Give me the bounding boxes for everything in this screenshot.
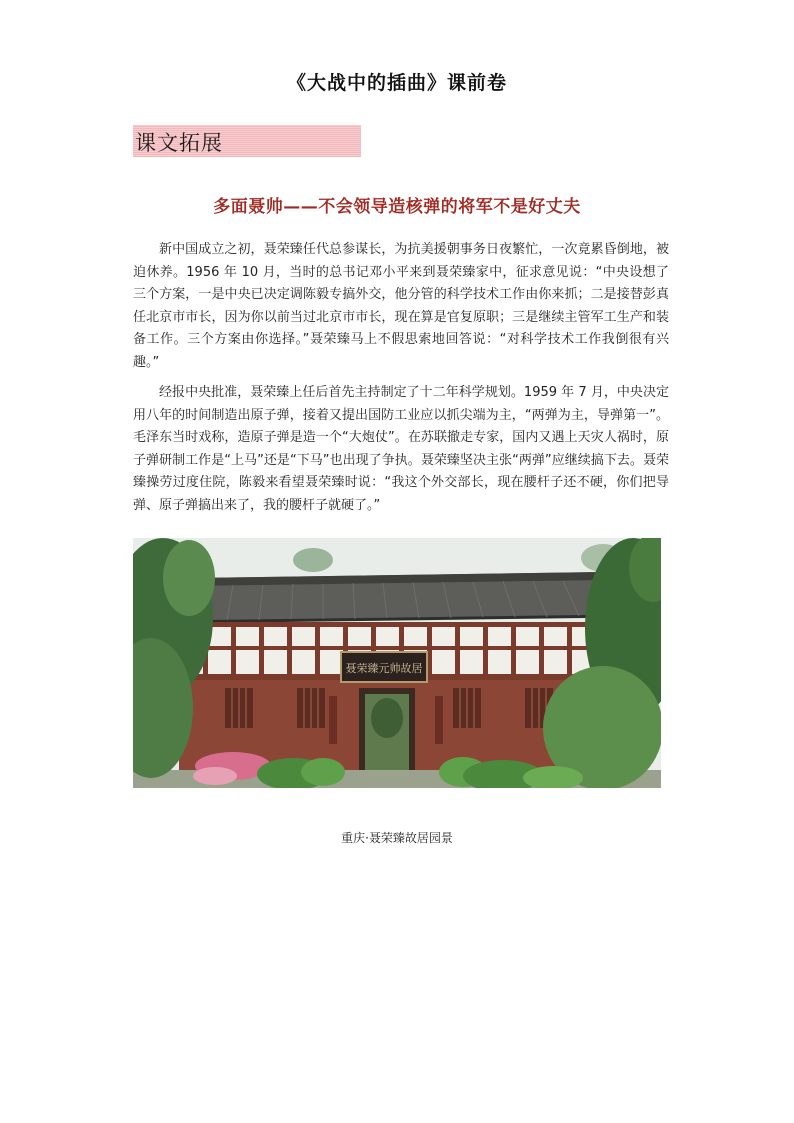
plaque-text: 聂荣臻元帅故居 bbox=[345, 662, 423, 675]
former-residence-photo bbox=[133, 538, 661, 788]
section-heading-banner bbox=[133, 125, 361, 157]
paragraph-1: 新中国成立之初，聂荣臻任代总参谋长，为抗美援朝事务日夜繁忙，一次竟累昏倒地，被迫休养。1956 年 10 月，当时的总书记邓小平来到聂荣臻家中，征求意见说：“中央设想了三个方案，一是中央已决定调陈毅专搞外交，他分管的科学技术工作由你来抓；二是接替彭真任北京市市长，因为你以前当过北京市市长，现在算是官复原职；三是继续主管军工生产和装备工作。三个方案由你选择。”聂荣臻马上不假思索地回答说：“对科学技术工作我倒很有兴趣。” bbox=[133, 242, 669, 370]
section-heading: 课文拓展 bbox=[135, 131, 223, 155]
document-title: 《大战中的插曲》课前卷 bbox=[286, 72, 507, 94]
photo-caption: 重庆·聂荣臻故居园景 bbox=[341, 831, 453, 845]
paragraph-2: 经报中央批准，聂荣臻上任后首先主持制定了十二年科学规划。1959 年 7 月，中央决定用八年的时间制造出原子弹，接着又提出国防工业应以抓尖端为主，“两弹为主，导弹第一”。毛泽东当时戏称，造原子弹是造一个“大炮仗”。在苏联撤走专家，国内又遇上天灾人祸时，原子弹研制工作是“上马”还是“下马”也出现了争执。聂荣臻坚决主张“两弹”应继续搞下去。聂荣臻操劳过度住院，陈毅来看望聂荣臻时说：“我这个外交部长，现在腰杆子还不硬，你们把导弹、原子弹搞出来了，我的腰杆子就硬了。” bbox=[133, 385, 669, 513]
article-title: 多面聂帅——不会领导造核弹的将军不是好丈夫 bbox=[213, 197, 581, 217]
